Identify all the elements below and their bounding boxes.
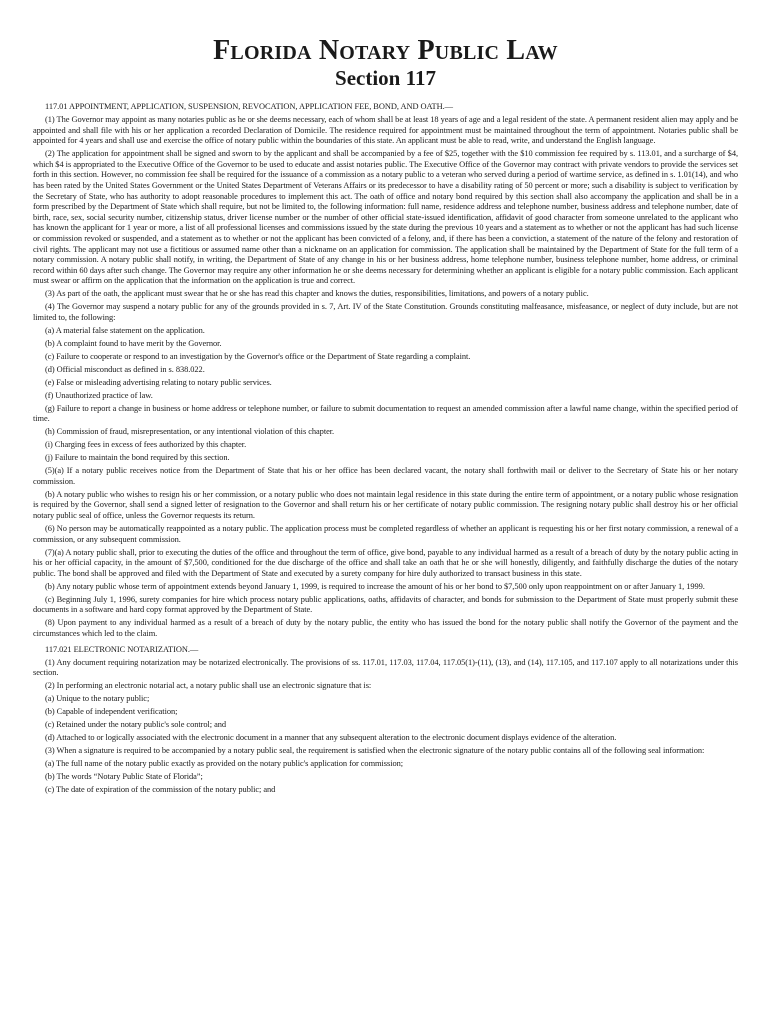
paragraph: (3) When a signature is required to be accompanied by a notary public seal, the requirement is satisfied when the electronic signature of the notary public contains all of the following seal information: <box>45 746 705 755</box>
list-item: (f) Unauthorized practice of law. <box>45 390 153 400</box>
statute-text <box>33 102 738 796</box>
list-item: (i) Charging fees in excess of fees authorized by this chapter. <box>45 440 247 450</box>
list-item: (j) Failure to maintain the bond required by this section. <box>45 453 230 463</box>
list-item: (c) Retained under the notary public's sole control; and <box>45 720 227 730</box>
paragraph: (6) No person may be automatically reappointed as a notary public. The application process must be completed regardless of whether an applicant is requesting his or her first notary commission, a renewal of a commission, or any subsequent commission. <box>33 524 738 544</box>
paragraph: (3) As part of the oath, the applicant must swear that he or she has read this chapter and knows the duties, responsibilities, limitations, and powers of a notary public. <box>45 289 589 299</box>
list-item: (h) Commission of fraud, misrepresentation, or any intentional violation of this chapter. <box>45 427 335 437</box>
list-item: (d) Official misconduct as defined in s. 838.022. <box>45 364 205 374</box>
list-item: (e) False or misleading advertising relating to notary public services. <box>45 377 272 387</box>
list-item: (b) Capable of independent verification; <box>45 707 178 717</box>
document-title: Florida Notary Public Law <box>213 35 558 66</box>
paragraph: (1) The Governor may appoint as many notaries public as he or she deems necessary, each of whom shall be at least 18 years of age and a legal resident of the state. A permanent resident alien may apply and be appointed and shall file with his or her application a recorded Declaration of Domicile. The residence required for appointment must be maintained throughout the term of appointment. Notaries public shall be appointed for 4 years and shall use and exercise the office of notary public within the boundaries of this state. An applicant must be able to read, write, and understand the English language. <box>33 114 738 146</box>
paragraph: (7)(a) A notary public shall, prior to executing the duties of the office and throughout the term of office, give bond, payable to any individual harmed as a result of a breach of duty by the notary public acting in his or her official capacity, in the amount of $7,500, conditioned for the due discharge of the office and shall take an oath that he or she will honestly, diligently, and faithfully discharge the duties of the notary public. The bond shall be approved and filed with the Department of State and executed by a surety company for hire duly authorized to transact business in this state. <box>33 547 738 578</box>
section-heading: 117.021 ELECTRONIC NOTARIZATION.— <box>45 644 199 654</box>
list-item: (b) A complaint found to have merit by the Governor. <box>45 338 222 348</box>
section-heading: 117.01 APPOINTMENT, APPLICATION, SUSPENSION, REVOCATION, APPLICATION FEE, BOND, AND OATH.— <box>45 102 453 111</box>
paragraph: (1) Any document requiring notarization may be notarized electronically. The provisions of ss. 117.01, 117.03, 117.04, 117.05(1)-(11), (13), and (14), 117.105, and 117.107 apply to all notarizations under this section. <box>33 657 738 678</box>
paragraph: (b) A notary public who wishes to resign his or her commission, or a notary public who does not maintain legal residence in this state during the entire term of appointment, or a notary public whose resignation is required by the Governor, shall send a signed letter of resignation to the Governor and shall return his or her certificate of notary public commission. The resigning notary public shall destroy his or her official notary public seal of office, unless the Governor requests its return. <box>33 489 738 521</box>
list-item: (d) Attached to or logically associated with the electronic document in a manner that any subsequent alteration to the electronic document displays evidence of the alteration. <box>45 733 617 743</box>
document-page <box>33 36 738 798</box>
paragraph: (5)(a) If a notary public receives notice from the Department of State that his or her office has been declared vacant, the notary shall forthwith mail or deliver to the Secretary of State his or her notary commission. <box>33 466 738 486</box>
paragraph: (8) Upon payment to any individual harmed as a result of a breach of duty by the notary public, the entity who has issued the bond for the notary public shall notify the Governor of the payment and the circumstances which led to the claim. <box>33 618 738 638</box>
list-item: (g) Failure to report a change in business or home address or telephone number, or failure to submit documentation to request an amended commission after a lawful name change, within the specified period of time. <box>33 403 738 424</box>
list-item: (a) A material false statement on the application. <box>45 325 205 335</box>
paragraph: (b) Any notary public whose term of appointment extends beyond January 1, 1999, is required to increase the amount of his or her bond to $7,500 only upon reappointment on or after January 1, 1999. <box>45 581 705 591</box>
list-item: (c) Failure to cooperate or respond to an investigation by the Governor's office or the Department of State regarding a complaint. <box>45 351 471 361</box>
paragraph: (2) The application for appointment shall be signed and sworn to by the applicant and shall be accompanied by a fee of $25, together with the $10 commission fee required by s. 113.01, and a surcharge of $4, which $4 is appropriated to the Executive Office of the Governor to be used to educate and assist notaries public. The Executive Office of the Governor may contract with private vendors to provide the services set forth in this section. However, no commission fee shall be required for the issuance of a commission as a notary public to a veteran who served during a period of wartime service, as defined in s. 1.01(14), and who has been rated by the United States Government or the United States Department of Veterans Affairs or its predecessor to have a disability rating of 50 percent or more; such a disability is subject to verification by the Secretary of State, who has authority to adopt reasonable procedures to implement this act. The oath of office and notary bond required by this section shall also accompany the application and shall be in a form prescribed by the Department of State which shall require, but not be limited to, the following information: full name, residence address and telephone number, business address and telephone number, date of birth, race, sex, social security number, citizenship status, driver license number or the number of other official state-issued identification, affidavit of good character from someone unrelated to the applicant who has known the applicant for 1 year or more, a list of all professional licenses and commissions issued by the state during the previous 10 years and a statement as to whether or not the applicant has had such license or commission revoked or suspended, and a statement as to whether or not the applicant has been convicted of a felony, and, if there has been a conviction, a statement of the nature of the felony and restoration of civil rights. The applicant may not use a fictitious or assumed name other than a nickname on an application for commission. The application shall be maintained by the Department of State for the full term of a notary commission. A notary public shall notify, in writing, the Department of State of any change in his or her business address, home telephone number, business telephone number, home address, or criminal record within 60 days after such change. The Governor may require any other information he or she deems necessary for determining whether an applicant is eligible for a notary public commission. Each applicant must swear or affirm on the application that the information on the application is true and correct. <box>33 149 738 286</box>
list-item: (c) The date of expiration of the commission of the notary public; and <box>45 784 276 794</box>
paragraph: (c) Beginning July 1, 1996, surety companies for hire which process notary public applications, oaths, affidavits of character, and bonds for submission to the Department of State must properly submit these documents in a software and hard copy format approved by the Department of State. <box>33 594 738 615</box>
list-item: (a) Unique to the notary public; <box>45 694 150 704</box>
paragraph: (4) The Governor may suspend a notary public for any of the grounds provided in s. 7, Art. IV of the State Constitution. Grounds constituting malfeasance, misfeasance, or neglect of duty include, but are not limited to, the following: <box>33 302 738 322</box>
list-item: (b) The words “Notary Public State of Florida”; <box>45 771 203 781</box>
list-item: (a) The full name of the notary public exactly as provided on the notary public's application for commission; <box>45 758 404 768</box>
document-subtitle: Section 117 <box>335 66 436 90</box>
paragraph: (2) In performing an electronic notarial act, a notary public shall use an electronic signature that is: <box>45 681 372 691</box>
